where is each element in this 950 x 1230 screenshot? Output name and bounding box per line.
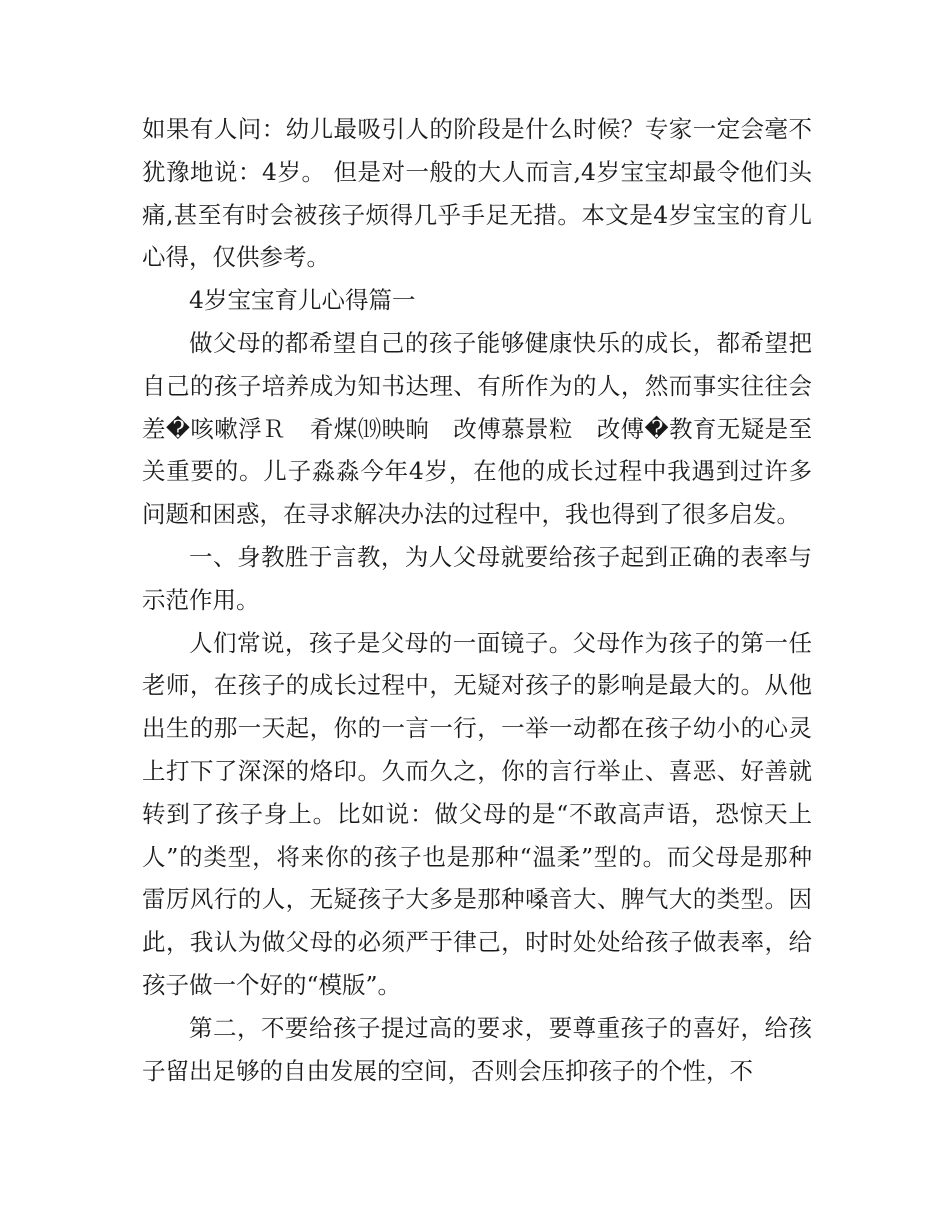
body-paragraph: 人们常说，孩子是父母的一面镜子。父母作为孩子的第一任老师，在孩子的成长过程中，无疑对孩子的影响是最大的。从他出生的那一天起，你的一言一行，一举一动都在孩子幼小的心灵上打下了深深的烙印。久而久之，你的言行举止、喜恶、好善就转到了孩子身上。比如说：做父母的是“不敢高声语，恐惊天上人”的类型，将来你的孩子也是那种“温柔”型的。而父母是那种雷厉风行的人，无疑孩子大多是那种嗓音大、脾气大的类型。因此，我认为做父母的必须严于律己，时时处处给孩子做表率，给孩子做一个好的“模版”。 (142, 628, 812, 999)
document-body (142, 108, 812, 1092)
section-heading: 4岁宝宝育儿心得篇一 (189, 286, 416, 315)
body-paragraph: 第二，不要给孩子提过高的要求，要尊重孩子的喜好，给孩子留出足够的自由发展的空间，否则会压抑孩子的个性，不 (142, 1013, 812, 1085)
body-paragraph: 做父母的都希望自己的孩子能够健康快乐的成长，都希望把自己的孩子培养成为知书达理、有所作为的人，然而事实往往会差�咳嗽浮Ｒ 肴煤⒆映晌 改傅慕景粒 改傅�教育无疑是至关重要的。儿子淼淼今年4岁，在他的成长过程中我遇到过许多问题和困惑，在寻求解决办法的过程中，我也得到了很多启发。 (142, 328, 812, 529)
body-paragraph: 一、身教胜于言教，为人父母就要给孩子起到正确的表率与示范作用。 (142, 542, 812, 614)
intro-paragraph: 如果有人问：幼儿最吸引人的阶段是什么时候？专家一定会毫不犹豫地说：4岁。 但是对一般的大人而言,4岁宝宝却最令他们头痛,甚至有时会被孩子烦得几乎手足无措。本文是4岁宝宝的育儿心得，仅供参考。 (142, 115, 812, 272)
